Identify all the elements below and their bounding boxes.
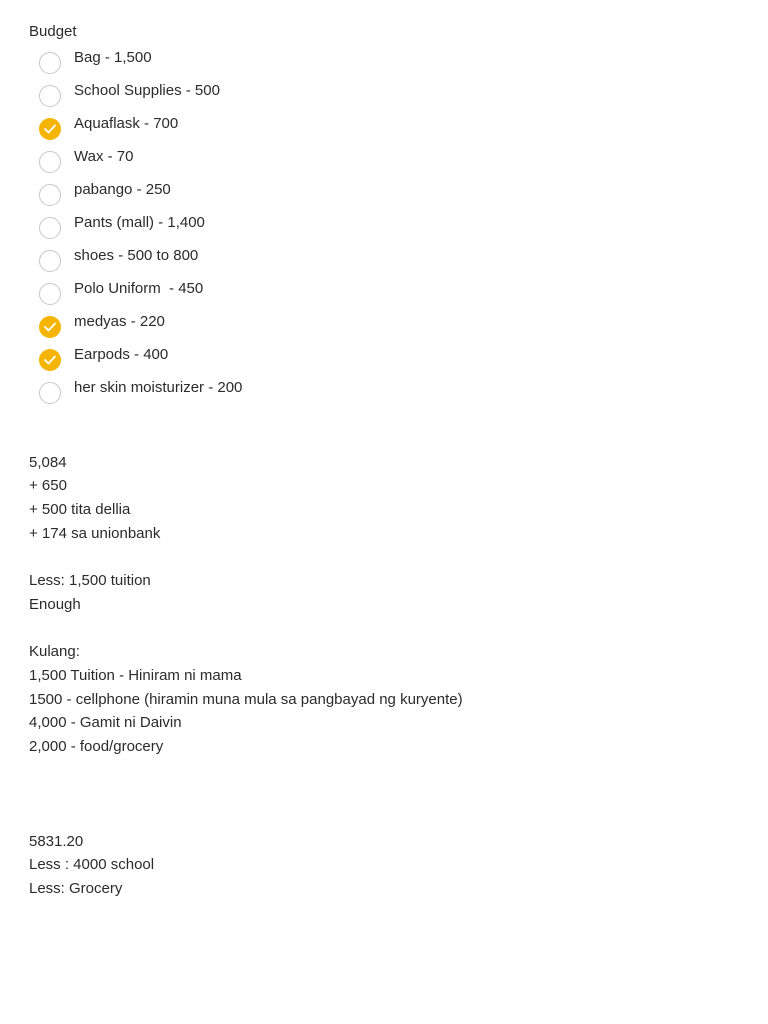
unchecked-circle-icon[interactable] [39, 250, 61, 272]
balance-block [29, 830, 748, 901]
checkmark-icon [44, 355, 56, 365]
checklist-item[interactable] [29, 178, 748, 211]
text-line[interactable]: 1500 - cellphone (hiramin muna mula sa pangbayad ng kuryente) [29, 690, 463, 708]
checklist-item[interactable] [29, 244, 748, 277]
text-line[interactable]: Less: Grocery [29, 880, 123, 898]
checklist-item-label[interactable]: Earpods - 400 [74, 346, 169, 363]
blank-line [29, 759, 748, 783]
note-title[interactable]: Budget [29, 23, 77, 40]
checklist-item[interactable] [29, 376, 748, 409]
text-line[interactable]: + 650 [29, 477, 67, 495]
blank-line [29, 545, 748, 569]
checked-circle-icon[interactable] [39, 316, 61, 338]
unchecked-circle-icon[interactable] [39, 283, 61, 305]
budget-checklist [29, 46, 748, 409]
text-line[interactable]: Kulang: [29, 643, 80, 661]
blank-line [29, 409, 748, 433]
text-line[interactable]: Less : 4000 school [29, 856, 155, 874]
text-line[interactable]: Less: 1,500 tuition [29, 572, 151, 590]
text-line[interactable]: + 500 tita dellia [29, 501, 131, 519]
checklist-item-label[interactable]: her skin moisturizer - 200 [74, 379, 243, 396]
checked-circle-icon[interactable] [39, 349, 61, 371]
checklist-item-label[interactable]: medyas - 220 [74, 313, 165, 330]
unchecked-circle-icon[interactable] [39, 184, 61, 206]
checklist-item[interactable] [29, 112, 748, 145]
blank-line [29, 782, 748, 806]
blank-line [29, 806, 748, 830]
text-line[interactable]: 4,000 - Gamit ni Daivin [29, 714, 182, 732]
blank-line [29, 617, 748, 641]
checkmark-icon [44, 322, 56, 332]
checklist-item[interactable] [29, 343, 748, 376]
unchecked-circle-icon[interactable] [39, 217, 61, 239]
text-line[interactable]: 5831.20 [29, 832, 84, 850]
unchecked-circle-icon[interactable] [39, 382, 61, 404]
checklist-item-label[interactable]: Bag - 1,500 [74, 49, 152, 66]
shortfall-block [29, 640, 748, 758]
unchecked-circle-icon[interactable] [39, 52, 61, 74]
checklist-item[interactable] [29, 145, 748, 178]
checklist-item-label[interactable]: Pants (mall) - 1,400 [74, 214, 205, 231]
checklist-item-label[interactable]: Polo Uniform - 450 [74, 280, 204, 297]
text-line[interactable]: + 174 sa unionbank [29, 524, 161, 542]
checklist-item-label[interactable]: pabango - 250 [74, 181, 171, 198]
checklist-item-label[interactable]: shoes - 500 to 800 [74, 247, 199, 264]
note-body[interactable] [29, 20, 748, 901]
checklist-item[interactable] [29, 211, 748, 244]
checklist-item[interactable] [29, 79, 748, 112]
checklist-item[interactable] [29, 277, 748, 310]
deduction-block [29, 569, 748, 616]
checklist-item-label[interactable]: Aquaflask - 700 [74, 115, 179, 132]
text-line[interactable]: 2,000 - food/grocery [29, 737, 164, 755]
checklist-item[interactable] [29, 46, 748, 79]
text-line[interactable]: 5,084 [29, 453, 67, 471]
checked-circle-icon[interactable] [39, 118, 61, 140]
unchecked-circle-icon[interactable] [39, 85, 61, 107]
text-line[interactable]: Enough [29, 595, 81, 613]
unchecked-circle-icon[interactable] [39, 151, 61, 173]
income-block [29, 451, 748, 546]
checklist-item-label[interactable]: Wax - 70 [74, 148, 134, 165]
checklist-item[interactable] [29, 310, 748, 343]
checklist-item-label[interactable]: School Supplies - 500 [74, 82, 220, 99]
blank-line [29, 433, 748, 451]
checkmark-icon [44, 124, 56, 134]
text-line[interactable]: 1,500 Tuition - Hiniram ni mama [29, 666, 242, 684]
